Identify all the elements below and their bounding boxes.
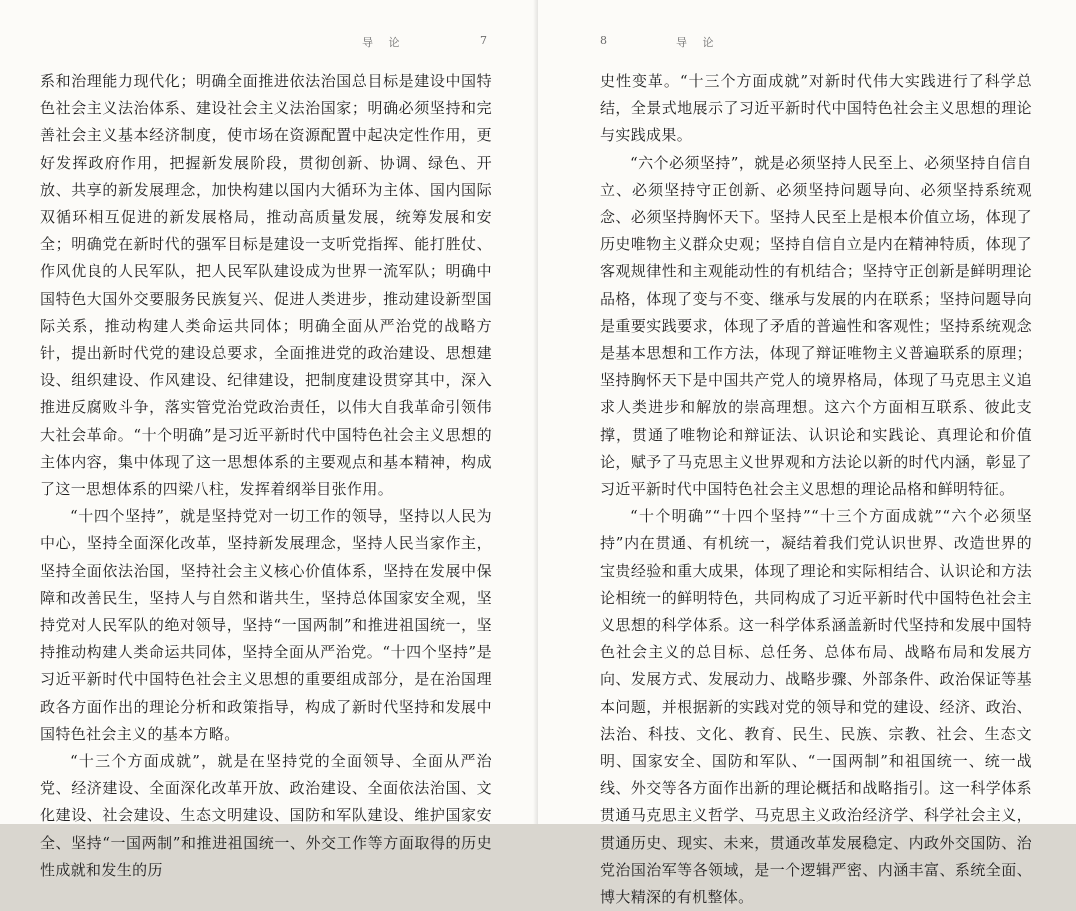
paragraph: “十四个坚持”，就是坚持党对一切工作的领导，坚持以人民为中心，坚持全面深化改革，坚持新发展理念，坚持人民当家作主，坚持全面依法治国，坚持社会主义核心价值体系，坚持在发展中保障和改善民生，坚持人与自然和谐共生，坚持总体国家安全观，坚持党对人民军队的绝对领导，坚持“一国两制”和推进祖国统一，坚持推动构建人类命运共同体，坚持全面从严治党。“十四个坚持”是习近平新时代中国特色社会主义思想的重要组成部分，是在治国理政各方面作出的理论分析和政策指导，构成了新时代坚持和发展中国特色社会主义的基本方略。 [40, 507, 492, 743]
paragraph: “六个必须坚持”，就是必须坚持人民至上、必须坚持自信自立、必须坚持守正创新、必须坚持问题导向、必须坚持系统观念、必须坚持胸怀天下。坚持人民至上是根本价值立场，体现了历史唯物主义群众史观；坚持自信自立是内在精神特质，体现了客观规律性和主观能动性的有机结合；坚持守正创新是鲜明理论品格，体现了变与不变、继承与发展的内在联系；坚持问题导向是重要实践要求，体现了矛盾的普遍性和客观性；坚持系统观念是基本思想和工作方法，体现了辩证唯物主义普遍联系的原理；坚持胸怀天下是中国共产党人的境界格局，体现了马克思主义追求人类进步和解放的崇高理想。这六个方面相互联系、彼此支撑，贯通了唯物论和辩证法、认识论和实践论、真理论和价值论，赋予了马克思主义世界观和方法论以新的时代内涵，彰显了习近平新时代中国特色社会主义思想的理论品格和鲜明特征。 [600, 153, 1032, 499]
right-page-body [600, 68, 1032, 911]
page-number-right: 8 [600, 34, 607, 47]
left-page-body [40, 68, 492, 884]
page-number-left: 7 [480, 34, 487, 47]
right-page [538, 0, 1076, 907]
left-page [0, 0, 538, 879]
running-head-right: 导 论 [676, 36, 720, 49]
running-head-left: 导 论 [362, 36, 406, 49]
paragraph: 系和治理能力现代化；明确全面推进依法治国总目标是建设中国特色社会主义法治体系、建设社会主义法治国家；明确必须坚持和完善社会主义基本经济制度，使市场在资源配置中起决定性作用，更好发挥政府作用，把握新发展阶段，贯彻创新、协调、绿色、开放、共享的新发展理念，加快构建以国内大循环为主体、国内国际双循环相互促进的新发展格局，推动高质量发展，统筹发展和安全；明确党在新时代的强军目标是建设一支听党指挥、能打胜仗、作风优良的人民军队，把人民军队建设成为世界一流军队；明确中国特色大国外交要服务民族复兴、促进人类进步，推动建设新型国际关系，推动构建人类命运共同体；明确全面从严治党的战略方针，提出新时代党的建设总要求，全面推进党的政治建设、思想建设、组织建设、作风建设、纪律建设，把制度建设贯穿其中，深入推进反腐败斗争，落实管党治党政治责任，以伟大自我革命引领伟大社会革命。“十个明确”是习近平新时代中国特色社会主义思想的主体内容，集中体现了这一思想体系的主要观点和基本精神，构成了这一思想体系的四梁八柱，发挥着纲举目张作用。 [40, 72, 492, 499]
paragraph: “十三个方面成就”，就是在坚持党的全面领导、全面从严治党、经济建设、全面深化改革开放、政治建设、全面依法治国、文化建设、社会建设、生态文明建设、国防和军队建设、维护国家安全、坚持“一国两制”和推进祖国统一、外交工作等方面取得的历史性成就和发生的历 [40, 752, 492, 879]
paragraph: 史性变革。“十三个方面成就”对新时代伟大实践进行了科学总结，全景式地展示了习近平新时代中国特色社会主义思想的理论与实践成果。 [600, 72, 1032, 145]
paragraph: “十个明确”“十四个坚持”“十三个方面成就”“六个必须坚持”内在贯通、有机统一，凝结着我们党认识世界、改造世界的宝贵经验和重大成果，体现了理论和实际相结合、认识论和方法论相统一的鲜明特色，共同构成了习近平新时代中国特色社会主义思想的科学体系。这一科学体系涵盖新时代坚持和发展中国特色社会主义的总目标、总任务、总体布局、战略布局和发展方向、发展方式、发展动力、战略步骤、外部条件、政治保证等基本问题，并根据新的实践对党的领导和党的建设、经济、政治、法治、科技、文化、教育、民生、民族、宗教、社会、生态文明、国家安全、国防和军队、“一国两制”和祖国统一、统一战线、外交等各方面作出新的理论概括和战略指引。这一科学体系贯通马克思主义哲学、马克思主义政治经济学、科学社会主义，贯通历史、现实、未来，贯通改革发展稳定、内政外交国防、治党治国治军等各领域，是一个逻辑严密、内涵丰富、系统全面、博大精深的有机整体。 [600, 507, 1032, 907]
